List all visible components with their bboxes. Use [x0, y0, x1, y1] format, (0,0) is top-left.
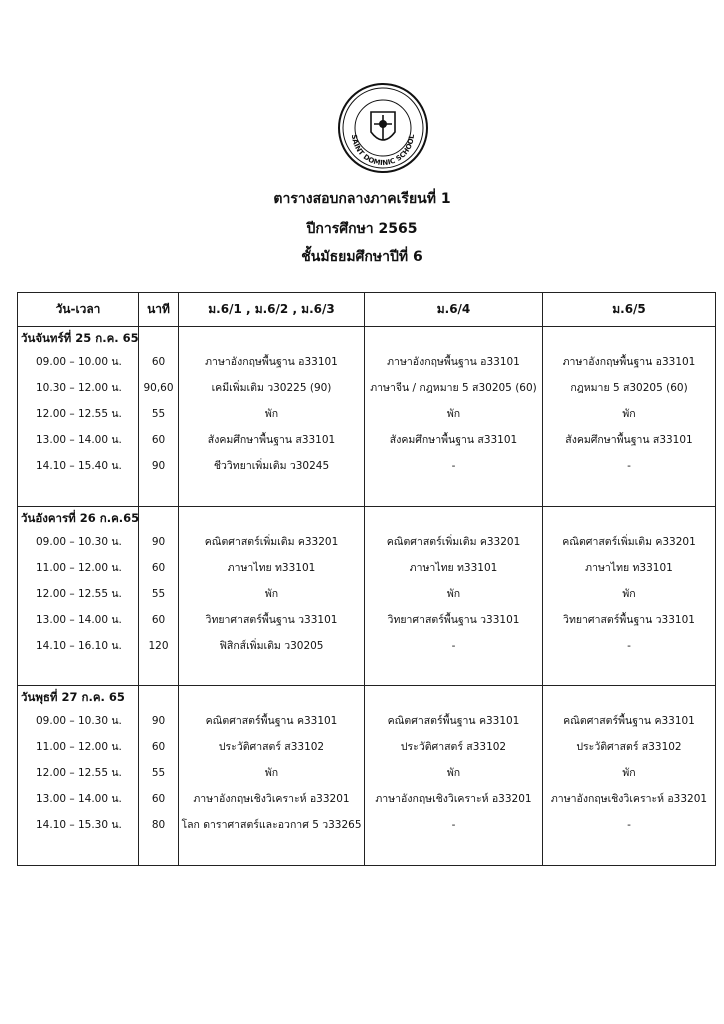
table-header-row [18, 293, 716, 327]
day-block [18, 686, 716, 866]
minutes-value: 60 [151, 561, 166, 574]
subject-cell [179, 327, 365, 507]
subject-entry: คณิตศาสตร์พื้นฐาน ค33101 [563, 715, 695, 728]
subject-entry: ภาษาอังกฤษพื้นฐาน อ33101 [205, 356, 338, 368]
subject-entry: - [627, 460, 631, 472]
subject-entry: ภาษาอังกฤษเชิงวิเคราะห์ อ33201 [193, 793, 350, 806]
subject-entry: ภาษาอังกฤษเชิงวิเคราะห์ อ33201 [375, 793, 532, 806]
minutes-cell [139, 686, 179, 866]
exam-schedule-table [17, 292, 716, 866]
subject-cell [179, 506, 365, 686]
subject-entry: คณิตศาสตร์เพิ่มเติม ค33201 [562, 535, 696, 548]
subject-entry: ฟิสิกส์เพิ่มเติม ว30205 [219, 639, 324, 652]
subject-entry: วิทยาศาสตร์พื้นฐาน ว33101 [563, 613, 695, 626]
subject-entry: สังคมศึกษาพื้นฐาน ส33101 [389, 434, 518, 446]
minutes-value: 60 [151, 613, 166, 626]
subject-entry: ภาษาไทย ท33101 [227, 561, 316, 574]
minutes-cell [139, 506, 179, 686]
subject-entry: พัก [264, 587, 279, 600]
subject-entry: คณิตศาสตร์พื้นฐาน ค33101 [387, 715, 520, 728]
subject-entry: คณิตศาสตร์พื้นฐาน ค33101 [205, 715, 338, 728]
logo-text: SAINT DOMINIC SCHOOL [349, 133, 417, 168]
column-header: นาที [139, 293, 179, 327]
subject-entry: ภาษาจีน / กฎหมาย 5 ส30205 (60) [370, 382, 537, 394]
column-header: ม.6/5 [543, 293, 716, 327]
minutes-value: 90 [151, 535, 166, 548]
day-block [18, 327, 716, 507]
subject-entry: สังคมศึกษาพื้นฐาน ส33101 [207, 434, 336, 446]
day-time-cell [18, 506, 139, 686]
subject-entry: พัก [446, 587, 461, 600]
time-slot: 09.00 – 10.30 น. [36, 715, 122, 728]
time-slot: 14.10 – 15.40 น. [36, 460, 122, 472]
time-slot: 12.00 – 12.55 น. [36, 587, 122, 600]
subject-entry: ภาษาไทย ท33101 [409, 561, 498, 574]
subject-entry: พัก [622, 408, 636, 420]
day-block [18, 506, 716, 686]
school-logo [322, 82, 444, 174]
day-label: วันอังคารที่ 26 ก.ค.65 [21, 510, 140, 525]
minutes-value: 60 [151, 434, 166, 446]
subject-entry: พัก [622, 587, 636, 600]
subject-entry: ภาษาอังกฤษพื้นฐาน อ33101 [387, 356, 520, 368]
subject-entry: พัก [264, 408, 279, 420]
subject-cell [179, 686, 365, 866]
subject-entry: พัก [446, 408, 461, 420]
minutes-value: 90,60 [143, 382, 174, 394]
subject-entry: วิทยาศาสตร์พื้นฐาน ว33101 [205, 613, 338, 626]
time-slot: 09.00 – 10.00 น. [36, 356, 122, 368]
subject-cell [543, 686, 716, 866]
time-slot: 13.00 – 14.00 น. [36, 793, 122, 806]
subject-entry: พัก [446, 767, 461, 780]
column-header: ม.6/4 [365, 293, 543, 327]
subject-entry: โลก ดาราศาสตร์และอวกาศ 5 ว33265 [181, 819, 362, 832]
subject-entry: วิทยาศาสตร์พื้นฐาน ว33101 [387, 613, 520, 626]
minutes-value: 80 [151, 819, 166, 832]
grade-level: ชั้นมัธยมศึกษาปีที่ 6 [301, 249, 423, 265]
subject-entry: ประวัติศาสตร์ ส33102 [576, 741, 682, 754]
time-slot: 13.00 – 14.00 น. [36, 434, 122, 446]
subject-entry: ภาษาอังกฤษเชิงวิเคราะห์ อ33201 [550, 793, 708, 806]
subject-entry: - [451, 819, 456, 832]
subject-entry: - [451, 460, 456, 472]
subject-cell [365, 327, 543, 507]
subject-entry: พัก [622, 767, 636, 780]
minutes-value: 120 [148, 639, 169, 652]
minutes-value: 60 [151, 356, 166, 368]
column-header: วัน-เวลา [18, 293, 139, 327]
subject-entry: ชีววิทยาเพิ่มเติม ว30245 [213, 460, 330, 472]
time-slot: 12.00 – 12.55 น. [36, 767, 122, 780]
day-time-cell [18, 686, 139, 866]
time-slot: 14.10 – 16.10 น. [36, 639, 122, 652]
day-label: วันพุธที่ 27 ก.ค. 65 [21, 690, 125, 705]
time-slot: 14.10 – 15.30 น. [36, 819, 122, 832]
subject-entry: กฎหมาย 5 ส30205 (60) [570, 382, 688, 394]
time-slot: 13.00 – 14.00 น. [36, 613, 122, 626]
subject-cell [365, 506, 543, 686]
minutes-value: 55 [151, 408, 166, 420]
time-slot: 09.00 – 10.30 น. [36, 535, 122, 548]
page-title: ตารางสอบกลางภาคเรียนที่ 1 [273, 191, 451, 207]
minutes-value: 60 [151, 741, 166, 754]
subject-entry: - [451, 639, 456, 652]
subject-entry: ภาษาไทย ท33101 [585, 561, 673, 574]
day-time-cell [18, 327, 139, 507]
time-slot: 10.30 – 12.00 น. [36, 382, 122, 394]
subject-entry: - [627, 639, 631, 652]
minutes-value: 55 [151, 767, 166, 780]
subject-entry: คณิตศาสตร์เพิ่มเติม ค33201 [204, 535, 339, 548]
subject-cell [543, 506, 716, 686]
subject-entry: เคมีเพิ่มเติม ว30225 (90) [211, 382, 332, 394]
subject-cell [543, 327, 716, 507]
column-header: ม.6/1 , ม.6/2 , ม.6/3 [179, 293, 365, 327]
minutes-value: 90 [151, 460, 166, 472]
subject-entry: ภาษาอังกฤษพื้นฐาน อ33101 [562, 356, 696, 368]
academic-year: ปีการศึกษา 2565 [306, 221, 418, 237]
subject-entry: คณิตศาสตร์เพิ่มเติม ค33201 [386, 535, 521, 548]
subject-entry: พัก [264, 767, 279, 780]
day-label: วันจันทร์ที่ 25 ก.ค. 65 [21, 331, 139, 345]
time-slot: 11.00 – 12.00 น. [36, 561, 122, 574]
subject-entry: ประวัติศาสตร์ ส33102 [218, 741, 325, 754]
subject-entry: ประวัติศาสตร์ ส33102 [400, 741, 507, 754]
subject-entry: สังคมศึกษาพื้นฐาน ส33101 [565, 434, 693, 446]
minutes-value: 90 [151, 715, 166, 728]
minutes-value: 60 [151, 793, 166, 806]
subject-cell [365, 686, 543, 866]
time-slot: 12.00 – 12.55 น. [36, 408, 122, 420]
time-slot: 11.00 – 12.00 น. [36, 741, 122, 754]
minutes-value: 55 [151, 587, 166, 600]
subject-entry: - [627, 819, 631, 832]
minutes-cell [139, 327, 179, 507]
